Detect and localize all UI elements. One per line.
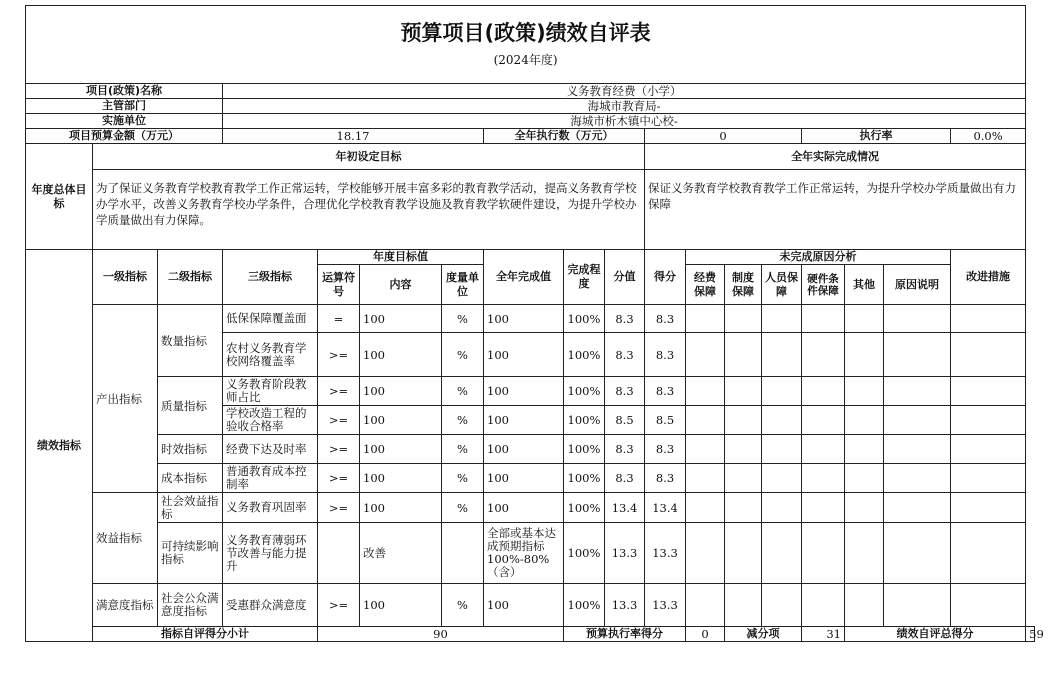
empty-cell xyxy=(951,406,1026,435)
empty-cell xyxy=(845,333,884,377)
empty-cell xyxy=(762,406,802,435)
year-label: (2024年度) xyxy=(493,53,558,67)
level2-cost: 成本指标 xyxy=(158,464,223,493)
subtotal-label: 指标自评得分小计 xyxy=(93,627,318,642)
col-reasons: 未完成原因分析 xyxy=(686,250,951,265)
actual-goal-text: 保证义务教育学校教育教学工作正常运转，为提升学校办学质量做出有力保障 xyxy=(645,170,1026,250)
col-annual-target: 年度目标值 xyxy=(318,250,484,265)
level3-cell: 经费下达及时率 xyxy=(223,435,318,464)
level2-social-benefit: 社会效益指标 xyxy=(158,493,223,523)
pct-cell: 100% xyxy=(564,305,605,333)
empty-cell xyxy=(884,333,951,377)
col-improvement: 改进措施 xyxy=(951,250,1026,305)
unit-cell: % xyxy=(442,464,484,493)
empty-cell xyxy=(884,377,951,406)
done-cell: 100 xyxy=(484,435,564,464)
content-cell: 改善 xyxy=(360,523,442,584)
unit-cell: % xyxy=(442,406,484,435)
level2-quality: 质量指标 xyxy=(158,377,223,435)
empty-cell xyxy=(762,435,802,464)
empty-cell xyxy=(802,333,845,377)
empty-cell xyxy=(802,406,845,435)
weight-cell: 8.3 xyxy=(605,377,645,406)
score-cell: 8.3 xyxy=(645,464,686,493)
done-cell: 100 xyxy=(484,584,564,627)
empty-cell xyxy=(845,523,884,584)
score-cell: 8.3 xyxy=(645,333,686,377)
operator-cell: >= xyxy=(318,464,360,493)
weight-cell: 8.3 xyxy=(605,333,645,377)
content-cell: 100 xyxy=(360,305,442,333)
done-cell: 100 xyxy=(484,305,564,333)
rate-label: 执行率 xyxy=(802,129,951,144)
table-row xyxy=(26,584,1035,627)
empty-cell xyxy=(845,377,884,406)
pct-cell: 100% xyxy=(564,584,605,627)
empty-cell xyxy=(845,406,884,435)
col-funding: 经费保障 xyxy=(686,265,725,305)
level3-cell: 低保保障覆盖面 xyxy=(223,305,318,333)
total-score-label: 绩效自评总得分 xyxy=(845,627,1026,642)
col-level2: 二级指标 xyxy=(158,250,223,305)
project-name-label: 项目(政策)名称 xyxy=(26,84,223,99)
done-cell: 全部或基本达成预期指标100%-80%（含） xyxy=(484,523,564,584)
unit-cell: % xyxy=(442,305,484,333)
col-unit: 度量单位 xyxy=(442,265,484,305)
empty-cell xyxy=(725,333,762,377)
col-level1: 一级指标 xyxy=(93,250,158,305)
pct-cell: 100% xyxy=(564,377,605,406)
done-cell: 100 xyxy=(484,406,564,435)
empty-cell xyxy=(725,493,762,523)
empty-cell xyxy=(802,377,845,406)
score-cell: 8.5 xyxy=(645,406,686,435)
pct-cell: 100% xyxy=(564,333,605,377)
empty-cell xyxy=(762,464,802,493)
operator-cell: = xyxy=(318,305,360,333)
weight-cell: 13.4 xyxy=(605,493,645,523)
subtotal-value: 90 xyxy=(318,627,564,642)
empty-cell xyxy=(725,377,762,406)
budget-score-value: 0 xyxy=(686,627,725,642)
weight-cell: 8.3 xyxy=(605,305,645,333)
operator-cell: >= xyxy=(318,435,360,464)
project-name-value: 义务教育经费（小学） xyxy=(223,84,1026,99)
table-row xyxy=(26,305,1035,333)
rate-value: 0.0% xyxy=(951,129,1026,144)
empty-cell xyxy=(725,305,762,333)
empty-cell xyxy=(725,523,762,584)
empty-cell xyxy=(884,464,951,493)
unit-cell xyxy=(442,523,484,584)
col-reason-desc: 原因说明 xyxy=(884,265,951,305)
operator-cell: >= xyxy=(318,584,360,627)
empty-cell xyxy=(951,435,1026,464)
score-cell: 13.3 xyxy=(645,584,686,627)
deduction-value: 31 xyxy=(802,627,845,642)
level3-cell: 义务教育巩固率 xyxy=(223,493,318,523)
empty-cell xyxy=(802,435,845,464)
level2-timeliness: 时效指标 xyxy=(158,435,223,464)
done-cell: 100 xyxy=(484,333,564,377)
indicator-section-label: 绩效指标 xyxy=(26,250,93,642)
empty-cell xyxy=(802,584,845,627)
title-cell xyxy=(26,6,1026,84)
content-cell: 100 xyxy=(360,584,442,627)
unit-cell: % xyxy=(442,584,484,627)
operator-cell: >= xyxy=(318,333,360,377)
empty-cell xyxy=(802,523,845,584)
content-cell: 100 xyxy=(360,493,442,523)
page-title: 预算项目(政策)绩效自评表 xyxy=(400,21,651,45)
evaluation-form xyxy=(25,5,1044,642)
empty-cell xyxy=(845,493,884,523)
weight-cell: 8.3 xyxy=(605,435,645,464)
empty-cell xyxy=(884,305,951,333)
operator-cell: >= xyxy=(318,406,360,435)
empty-cell xyxy=(884,435,951,464)
col-hardware: 硬件条件保障 xyxy=(802,265,845,305)
empty-cell xyxy=(725,464,762,493)
table-row xyxy=(26,464,1035,493)
unit-cell: % xyxy=(442,333,484,377)
empty-cell xyxy=(845,305,884,333)
empty-cell xyxy=(802,305,845,333)
level2-public-satisfaction: 社会公众满意度指标 xyxy=(158,584,223,627)
pct-cell: 100% xyxy=(564,435,605,464)
content-cell: 100 xyxy=(360,435,442,464)
empty-cell xyxy=(762,493,802,523)
table-row xyxy=(26,523,1035,584)
score-cell: 8.3 xyxy=(645,377,686,406)
executed-label: 全年执行数（万元） xyxy=(484,129,645,144)
empty-cell xyxy=(951,584,1026,627)
empty-cell xyxy=(951,333,1026,377)
level1-benefit: 效益指标 xyxy=(93,493,158,584)
empty-cell xyxy=(686,493,725,523)
empty-cell xyxy=(951,523,1026,584)
weight-cell: 13.3 xyxy=(605,523,645,584)
col-completion: 完成程度 xyxy=(564,250,605,305)
operator-cell: >= xyxy=(318,377,360,406)
empty-cell xyxy=(762,584,802,627)
unit-cell: % xyxy=(442,493,484,523)
empty-cell xyxy=(762,333,802,377)
col-completed-value: 全年完成值 xyxy=(484,250,564,305)
pct-cell: 100% xyxy=(564,464,605,493)
done-cell: 100 xyxy=(484,377,564,406)
empty-cell xyxy=(802,464,845,493)
done-cell: 100 xyxy=(484,493,564,523)
level2-quantity: 数量指标 xyxy=(158,305,223,377)
pct-cell: 100% xyxy=(564,493,605,523)
operator-cell xyxy=(318,523,360,584)
unit-cell: % xyxy=(442,435,484,464)
score-cell: 8.3 xyxy=(645,435,686,464)
table-row xyxy=(26,377,1035,406)
pct-cell: 100% xyxy=(564,523,605,584)
level1-output: 产出指标 xyxy=(93,305,158,493)
weight-cell: 13.3 xyxy=(605,584,645,627)
dept-label: 主管部门 xyxy=(26,99,223,114)
empty-cell xyxy=(725,435,762,464)
col-level3: 三级指标 xyxy=(223,250,318,305)
actual-goal-header: 全年实际完成情况 xyxy=(645,144,1026,170)
budget-score-label: 预算执行率得分 xyxy=(564,627,686,642)
empty-cell xyxy=(884,493,951,523)
score-cell: 13.4 xyxy=(645,493,686,523)
empty-cell xyxy=(845,435,884,464)
empty-cell xyxy=(686,523,725,584)
operator-cell: >= xyxy=(318,493,360,523)
weight-cell: 8.5 xyxy=(605,406,645,435)
empty-cell xyxy=(686,435,725,464)
col-other: 其他 xyxy=(845,265,884,305)
budget-value: 18.17 xyxy=(223,129,484,144)
col-operator: 运算符号 xyxy=(318,265,360,305)
level3-cell: 学校改造工程的验收合格率 xyxy=(223,406,318,435)
content-cell: 100 xyxy=(360,464,442,493)
empty-cell xyxy=(845,464,884,493)
empty-cell xyxy=(884,406,951,435)
empty-cell xyxy=(725,406,762,435)
empty-cell xyxy=(725,584,762,627)
col-score: 得分 xyxy=(645,250,686,305)
level1-satisfaction: 满意度指标 xyxy=(93,584,158,627)
empty-cell xyxy=(762,377,802,406)
unit-cell: % xyxy=(442,377,484,406)
unit-label: 实施单位 xyxy=(26,114,223,129)
level3-cell: 义务教育阶段教师占比 xyxy=(223,377,318,406)
initial-goal-header: 年初设定目标 xyxy=(93,144,645,170)
content-cell: 100 xyxy=(360,406,442,435)
table-row xyxy=(26,493,1035,523)
empty-cell xyxy=(884,523,951,584)
content-cell: 100 xyxy=(360,333,442,377)
weight-cell: 8.3 xyxy=(605,464,645,493)
col-system: 制度保障 xyxy=(725,265,762,305)
empty-cell xyxy=(686,464,725,493)
goal-section-label: 年度总体目标 xyxy=(26,144,93,250)
empty-cell xyxy=(951,493,1026,523)
col-personnel: 人员保障 xyxy=(762,265,802,305)
empty-cell xyxy=(686,584,725,627)
content-cell: 100 xyxy=(360,377,442,406)
pct-cell: 100% xyxy=(564,406,605,435)
table-row xyxy=(26,435,1035,464)
col-score-value: 分值 xyxy=(605,250,645,305)
level3-cell: 受惠群众满意度 xyxy=(223,584,318,627)
dept-value: 海城市教育局- xyxy=(223,99,1026,114)
empty-cell xyxy=(884,584,951,627)
empty-cell xyxy=(686,305,725,333)
level3-cell: 义务教育薄弱环节改善与能力提升 xyxy=(223,523,318,584)
executed-value: 0 xyxy=(645,129,802,144)
empty-cell xyxy=(951,377,1026,406)
total-score-value: 59 xyxy=(1026,627,1035,642)
empty-cell xyxy=(762,305,802,333)
deduction-label: 减分项 xyxy=(725,627,802,642)
empty-cell xyxy=(762,523,802,584)
empty-cell xyxy=(951,464,1026,493)
empty-cell xyxy=(951,305,1026,333)
empty-cell xyxy=(686,333,725,377)
empty-cell xyxy=(802,493,845,523)
level3-cell: 普通教育成本控制率 xyxy=(223,464,318,493)
initial-goal-text: 为了保证义务教育学校教育教学工作正常运转，学校能够开展丰富多彩的教育教学活动，提高义务教育学校办学水平，改善义务教育学校办学条件，合理优化学校教育教学设施及教育教学软硬件建设，为提升学校办学质量做出有力保障。 xyxy=(93,170,645,250)
score-cell: 8.3 xyxy=(645,305,686,333)
level3-cell: 农村义务教育学校网络覆盖率 xyxy=(223,333,318,377)
level2-sustainable: 可持续影响指标 xyxy=(158,523,223,584)
empty-cell xyxy=(686,406,725,435)
score-cell: 13.3 xyxy=(645,523,686,584)
col-content: 内容 xyxy=(360,265,442,305)
unit-value: 海城市析木镇中心校- xyxy=(223,114,1026,129)
empty-cell xyxy=(686,377,725,406)
empty-cell xyxy=(845,584,884,627)
done-cell: 100 xyxy=(484,464,564,493)
evaluation-table xyxy=(25,5,1044,642)
budget-label: 项目预算金额（万元） xyxy=(26,129,223,144)
